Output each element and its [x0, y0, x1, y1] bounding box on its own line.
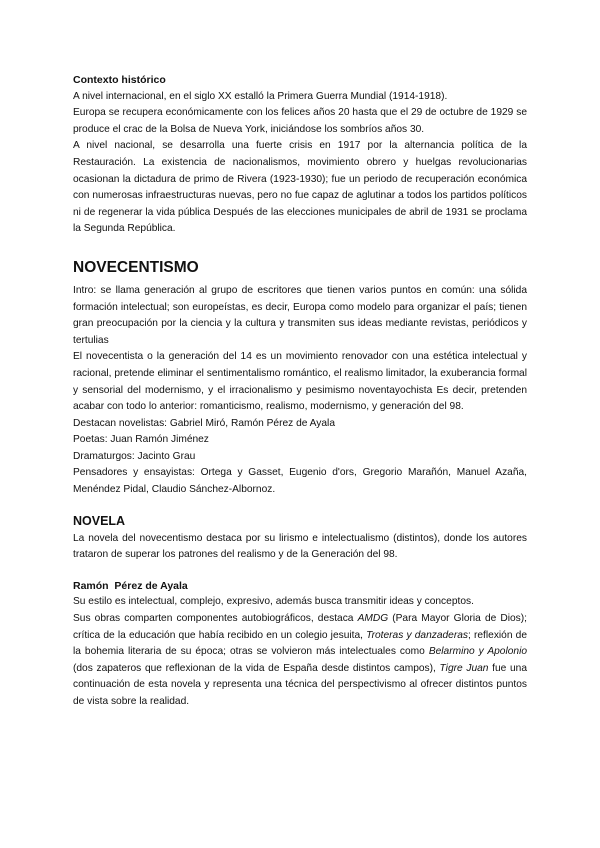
novecentismo-intro: Intro: se llama generación al grupo de escritores que tienen varios puntos en común: una sólida formación intelectual; son europeístas, es decir, Europa como modelo para organizar el país; tienen gran preocupación por la ciencia y la cultura y transmiten sus ideas mediante revistas, periódicos y tertulias — [73, 284, 527, 346]
ayala-heading: Ramón Pérez de Ayala — [73, 579, 188, 592]
contexto-historico-heading: Contexto histórico — [73, 74, 166, 86]
title-tigre-juan: Tigre Juan — [439, 662, 489, 674]
ayala-obras-text: Sus obras comparten componentes autobiográficos, destaca — [73, 613, 358, 625]
novecentismo-section — [73, 258, 527, 499]
novela-paragraph: La novela del novecentismo destaca por su lirismo e intelectualismo (distintos), donde los autores trataron de superar los patrones del realismo y de la Generación del 98. — [73, 532, 527, 561]
novecentismo-dramaturgos: Dramaturgos: Jacinto Grau — [73, 450, 196, 462]
contexto-paragraph-internacional: A nivel internacional, en el siglo XX estalló la Primera Guerra Mundial (1914-1918). — [73, 90, 448, 102]
novecentismo-heading: NOVECENTISMO — [73, 258, 199, 276]
title-belarmino-y-apolonio: Belarmino y Apolonio — [428, 646, 527, 658]
ayala-section — [73, 578, 527, 711]
title-troteras-y-danzaderas: Troteras y danzaderas — [366, 629, 468, 641]
ayala-obras-text: fue una continuación de esta novela y representa una técnica del perspectivismo al ofrecer distintos puntos de vista sobre la realidad. — [73, 662, 527, 707]
section-spacer — [73, 564, 527, 578]
document-body — [73, 72, 527, 711]
contexto-paragraph-europa: Europa se recupera económicamente con los felices años 20 hasta que el 29 de octubre de 1929 se produce el crac de la Bolsa de Nueva York, iniciándose los sombríos años 30. — [73, 107, 527, 135]
title-amdg: AMDG — [357, 613, 389, 625]
ayala-obras-text: ; reflexión de la bohemia literaria de su época; otras se volvieron más intelectuales como — [73, 629, 528, 658]
novela-section — [73, 512, 527, 564]
novecentismo-poetas: Poetas: Juan Ramón Jiménez — [73, 434, 209, 446]
novecentismo-paragraph: El novecentista o la generación del 14 es un movimiento renovador con una estética intelectual y racional, pretende eliminar el sentimentalismo romántico, el realismo limitador, la exuberancia formal y sensorial del modernismo, y el irracionalismo y pesimismo noventayochista Es decir, pretenden acabar con todo lo anterior: romanticismo, realismo, modernismo, y generación del 98. — [73, 351, 527, 413]
novecentismo-novelistas: Destacan novelistas: Gabriel Miró, Ramón Pérez de Ayala — [73, 417, 335, 429]
novela-heading: NOVELA — [73, 513, 126, 528]
ayala-estilo-paragraph: Su estilo es intelectual, complejo, expresivo, además busca transmitir ideas y conceptos. — [73, 596, 474, 608]
ayala-obras-paragraph — [73, 611, 527, 711]
section-spacer — [73, 499, 527, 512]
ayala-obras-text: (Para Mayor Gloria de Dios); crítica de la educación que había recibido en un colegio jesuita, — [73, 613, 527, 641]
ayala-obras-text: (dos zapateros que reflexionan de la vida de España desde distintos campos), — [73, 662, 440, 674]
novecentismo-pensadores: Pensadores y ensayistas: Ortega y Gasset, Eugenio d'ors, Gregorio Marañón, Manuel Azaña, Menéndez Pidal, Claudio Sánchez-Albornoz. — [73, 467, 527, 496]
contexto-historico-section — [73, 72, 527, 238]
section-spacer — [73, 238, 527, 258]
contexto-paragraph-nacional: A nivel nacional, se desarrolla una fuerte crisis en 1917 por la alternancia política de la Restauración. La existencia de nacionalismos, movimiento obrero y huelgas revolucionarias ocasionan la dictadura de primo de Rivera (1923-1930); fue un periodo de recuperación económica con numerosas infraestructuras nuevas, pero no fue capaz de aglutinar a todos los partidos políticos ni de regenerar la vida pública Después de las elecciones municipales de abril de 1931 se proclama la Segunda República. — [73, 140, 527, 235]
